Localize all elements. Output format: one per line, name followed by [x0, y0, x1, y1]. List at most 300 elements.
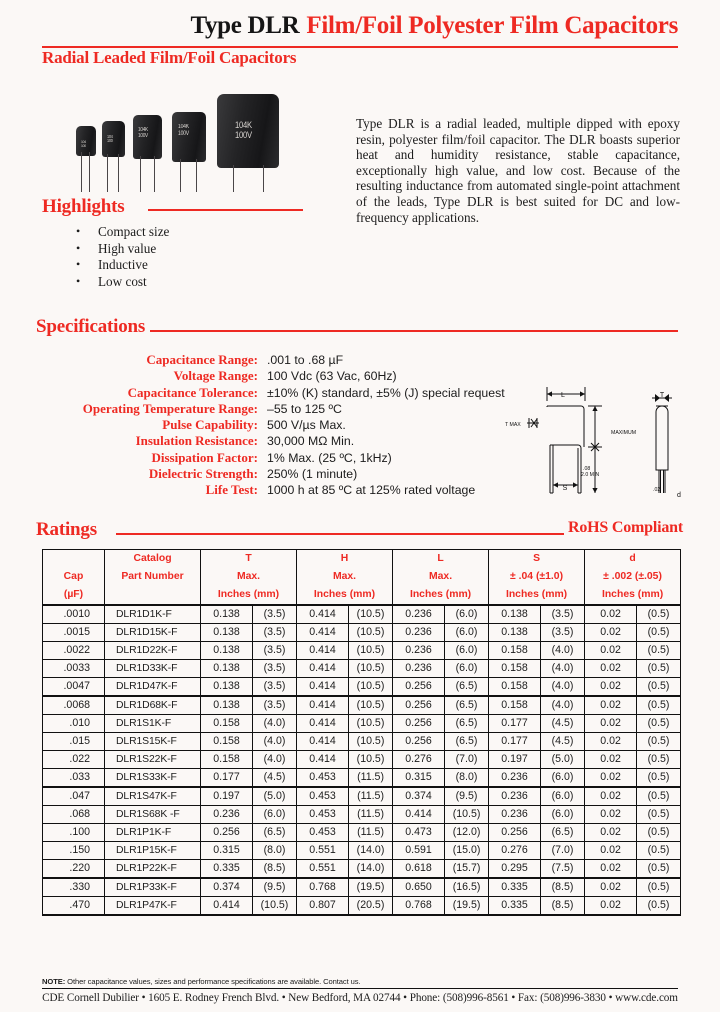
- cell-part-number: DLR1D47K-F: [105, 678, 201, 697]
- cell-s-inches: 0.256: [489, 824, 541, 842]
- capacitor-marking: 104K 100V: [178, 124, 189, 137]
- spec-value: 30,000 MΩ Min.: [267, 434, 355, 449]
- cell-l-inches: 0.256: [393, 696, 445, 715]
- cell-s-mm: (6.0): [541, 769, 585, 788]
- col-header-L: L: [393, 550, 489, 569]
- cell-d-mm: (0.5): [637, 678, 681, 697]
- col-header-H: H: [297, 550, 393, 569]
- cell-part-number: DLR1P1K-F: [105, 824, 201, 842]
- cell-s-mm: (4.5): [541, 715, 585, 733]
- rohs-compliant-badge: RoHS Compliant: [568, 519, 683, 536]
- product-description: Type DLR is a radial leaded, multiple dipped with epoxy resin, polyester film/foil capacitor. The DLR boasts superior heat and humidity resistance, stable capacitance, exceptionally high value, and low cost. Because of the resulting inductance from automated single-point attachment of the leads, Type DLR is best suited for DC and low-frequency applications.: [356, 116, 680, 225]
- cell-d-mm: (0.5): [637, 751, 681, 769]
- cell-d-inches: 0.02: [585, 642, 637, 660]
- cell-capacitance: .068: [43, 806, 105, 824]
- spec-value: 100 Vdc (63 Vac, 60Hz): [267, 369, 397, 384]
- capacitor-lead: [81, 152, 82, 192]
- list-item: • Inductive: [70, 257, 169, 274]
- cell-l-mm: (6.0): [445, 660, 489, 678]
- cell-l-inches: 0.256: [393, 733, 445, 751]
- cell-h-inches: 0.551: [297, 842, 349, 860]
- cell-l-inches: 0.236: [393, 605, 445, 624]
- cell-l-mm: (16.5): [445, 878, 489, 897]
- cell-h-mm: (11.5): [349, 806, 393, 824]
- cell-t-inches: 0.138: [201, 642, 253, 660]
- cell-s-inches: 0.158: [489, 642, 541, 660]
- cell-part-number: DLR1S22K-F: [105, 751, 201, 769]
- dim-label-t-max: T MAX: [505, 422, 521, 428]
- page-subtitle: Radial Leaded Film/Foil Capacitors: [42, 48, 297, 67]
- cell-l-mm: (6.0): [445, 605, 489, 624]
- cell-h-mm: (10.5): [349, 624, 393, 642]
- cell-l-inches: 0.768: [393, 897, 445, 916]
- table-row: [43, 642, 681, 660]
- cell-part-number: DLR1P22K-F: [105, 860, 201, 879]
- cell-d-inches: 0.02: [585, 824, 637, 842]
- cell-h-mm: (10.5): [349, 678, 393, 697]
- cell-h-inches: 0.414: [297, 751, 349, 769]
- cell-t-inches: 0.256: [201, 824, 253, 842]
- cell-h-inches: 0.414: [297, 696, 349, 715]
- cell-s-mm: (7.5): [541, 860, 585, 879]
- cell-h-mm: (11.5): [349, 824, 393, 842]
- col-header-catalog: Catalog: [105, 550, 201, 569]
- capacitor-image-4: [167, 84, 211, 192]
- cell-s-inches: 0.158: [489, 660, 541, 678]
- cell-capacitance: .0033: [43, 660, 105, 678]
- cell-s-inches: 0.295: [489, 860, 541, 879]
- cell-h-inches: 0.453: [297, 806, 349, 824]
- capacitor-lead: [89, 152, 90, 192]
- highlights-list: [70, 224, 169, 290]
- cell-l-mm: (15.0): [445, 842, 489, 860]
- col-units-S: Inches (mm): [489, 586, 585, 605]
- dimension-diagram-svg: [505, 375, 705, 510]
- specifications-heading: Specifications: [36, 316, 146, 337]
- footer-contact: CDE Cornell Dubilier • 1605 E. Rodney French Blvd. • New Bedford, MA 02744 • Phone: (508)996-8561 • Fax: (508)996-3830 • www.cde.com: [42, 992, 678, 1004]
- cell-t-inches: 0.138: [201, 696, 253, 715]
- header-row-2: [43, 568, 681, 586]
- spec-value: –55 to 125 ºC: [267, 401, 342, 416]
- cell-d-mm: (0.5): [637, 715, 681, 733]
- cell-d-mm: (0.5): [637, 897, 681, 916]
- cell-d-inches: 0.02: [585, 660, 637, 678]
- spec-row: [36, 433, 505, 449]
- cell-l-mm: (7.0): [445, 751, 489, 769]
- col-units-H: Inches (mm): [297, 586, 393, 605]
- product-photo: [70, 80, 342, 192]
- cell-part-number: DLR1P33K-F: [105, 878, 201, 897]
- cell-s-mm: (6.5): [541, 824, 585, 842]
- cell-capacitance: .0068: [43, 696, 105, 715]
- spec-row: [36, 368, 505, 384]
- col-subheader-S: ± .04 (±1.0): [489, 568, 585, 586]
- capacitor-image-3: [129, 88, 167, 192]
- dimensional-drawing: [505, 375, 705, 510]
- cell-d-mm: (0.5): [637, 769, 681, 788]
- cell-s-inches: 0.335: [489, 878, 541, 897]
- cell-part-number: DLR1S68K -F: [105, 806, 201, 824]
- footer-divider: [42, 988, 678, 989]
- cell-h-inches: 0.768: [297, 878, 349, 897]
- col-header-T: T: [201, 550, 297, 569]
- cell-t-inches: 0.138: [201, 660, 253, 678]
- cell-l-mm: (6.5): [445, 733, 489, 751]
- cell-d-inches: 0.02: [585, 733, 637, 751]
- note-text: Other capacitance values, sizes and performance specifications are available. Contact us.: [67, 977, 361, 986]
- cell-h-mm: (14.0): [349, 842, 393, 860]
- ratings-table-body: [43, 605, 681, 915]
- cell-s-inches: 0.177: [489, 715, 541, 733]
- highlights-heading: Highlights: [42, 196, 125, 217]
- cell-l-mm: (6.5): [445, 696, 489, 715]
- cell-s-inches: 0.276: [489, 842, 541, 860]
- spec-value: 500 V/µs Max.: [267, 418, 346, 433]
- cell-l-inches: 0.256: [393, 715, 445, 733]
- cell-l-inches: 0.256: [393, 678, 445, 697]
- specifications-table: [36, 352, 505, 499]
- cell-capacitance: .0015: [43, 624, 105, 642]
- dim-label-d: d: [677, 492, 681, 499]
- dim-label-min-lead-1: .08: [583, 466, 591, 472]
- cell-d-inches: 0.02: [585, 842, 637, 860]
- cell-s-inches: 0.236: [489, 769, 541, 788]
- cell-s-inches: 0.197: [489, 751, 541, 769]
- list-item: • High value: [70, 241, 169, 258]
- cell-d-mm: (0.5): [637, 660, 681, 678]
- spec-label: Insulation Resistance:: [135, 433, 258, 449]
- cell-part-number: DLR1D33K-F: [105, 660, 201, 678]
- cell-d-inches: 0.02: [585, 860, 637, 879]
- col-units-d: Inches (mm): [585, 586, 681, 605]
- dim-label-maximum: MAXIMUM: [611, 430, 637, 436]
- col-subheader-L: Max.: [393, 568, 489, 586]
- cell-h-inches: 0.453: [297, 787, 349, 806]
- table-row: [43, 769, 681, 788]
- cell-l-mm: (6.5): [445, 715, 489, 733]
- spec-row: [36, 401, 505, 417]
- cell-l-inches: 0.473: [393, 824, 445, 842]
- cell-part-number: DLR1D1K-F: [105, 605, 201, 624]
- cell-l-inches: 0.374: [393, 787, 445, 806]
- cell-t-inches: 0.197: [201, 787, 253, 806]
- capacitor-lead: [140, 156, 141, 192]
- ratings-table-head: [43, 550, 681, 606]
- spec-row: [36, 385, 505, 401]
- spec-label: Life Test:: [205, 482, 258, 498]
- specifications-divider: [150, 330, 678, 332]
- cell-d-inches: 0.02: [585, 678, 637, 697]
- cell-l-mm: (6.0): [445, 624, 489, 642]
- capacitor-lead: [118, 154, 119, 192]
- cell-t-inches: 0.236: [201, 806, 253, 824]
- cell-h-mm: (10.5): [349, 696, 393, 715]
- cell-part-number: DLR1S1K-F: [105, 715, 201, 733]
- cell-d-mm: (0.5): [637, 806, 681, 824]
- col-subheader-cap: Cap: [43, 568, 105, 586]
- spec-row: [36, 352, 505, 368]
- table-row: [43, 824, 681, 842]
- cell-capacitance: .330: [43, 878, 105, 897]
- cell-t-mm: (3.5): [253, 605, 297, 624]
- cell-t-mm: (3.5): [253, 624, 297, 642]
- spec-row: [36, 417, 505, 433]
- table-row: [43, 605, 681, 624]
- cell-d-mm: (0.5): [637, 733, 681, 751]
- cell-d-inches: 0.02: [585, 787, 637, 806]
- cell-s-inches: 0.158: [489, 696, 541, 715]
- cell-h-inches: 0.453: [297, 824, 349, 842]
- table-row: [43, 751, 681, 769]
- capacitor-lead: [154, 156, 155, 192]
- cell-h-mm: (10.5): [349, 642, 393, 660]
- dim-label-dia: .02: [653, 487, 661, 493]
- cell-s-mm: (8.5): [541, 878, 585, 897]
- dim-label-min-lead-2: 2.0 MIN: [581, 472, 600, 478]
- capacitor-lead: [263, 165, 264, 192]
- cell-capacitance: .100: [43, 824, 105, 842]
- spec-label: Dielectric Strength:: [148, 466, 258, 482]
- spec-row: [36, 482, 505, 498]
- cell-d-mm: (0.5): [637, 642, 681, 660]
- header-row-3: [43, 586, 681, 605]
- cell-t-inches: 0.138: [201, 624, 253, 642]
- cell-d-inches: 0.02: [585, 696, 637, 715]
- cell-t-inches: 0.158: [201, 733, 253, 751]
- cell-capacitance: .033: [43, 769, 105, 788]
- cell-h-mm: (19.5): [349, 878, 393, 897]
- cell-s-inches: 0.236: [489, 787, 541, 806]
- col-subheader-part-number: Part Number: [105, 568, 201, 586]
- cell-d-mm: (0.5): [637, 860, 681, 879]
- cell-s-mm: (4.0): [541, 660, 585, 678]
- cell-d-inches: 0.02: [585, 751, 637, 769]
- table-row: [43, 715, 681, 733]
- table-row: [43, 733, 681, 751]
- cell-part-number: DLR1D15K-F: [105, 624, 201, 642]
- spec-value: 1000 h at 85 ºC at 125% rated voltage: [267, 483, 476, 498]
- cell-d-mm: (0.5): [637, 696, 681, 715]
- col-units-cap: (µF): [43, 586, 105, 605]
- cell-t-mm: (4.5): [253, 769, 297, 788]
- ratings-table: [42, 549, 681, 916]
- cell-d-mm: (0.5): [637, 878, 681, 897]
- capacitor-marking: 104K 100V: [235, 120, 252, 140]
- cell-s-mm: (5.0): [541, 751, 585, 769]
- capacitor-image-1: [73, 92, 99, 192]
- cell-t-mm: (3.5): [253, 696, 297, 715]
- dim-label-S: S: [562, 485, 568, 492]
- cell-t-mm: (5.0): [253, 787, 297, 806]
- highlights-divider: [148, 209, 303, 211]
- cell-h-mm: (10.5): [349, 605, 393, 624]
- cell-capacitance: .150: [43, 842, 105, 860]
- table-row: [43, 660, 681, 678]
- cell-l-inches: 0.276: [393, 751, 445, 769]
- page-header: [0, 12, 720, 40]
- cell-t-inches: 0.177: [201, 769, 253, 788]
- product-type-title: Type DLR: [190, 12, 300, 39]
- capacitor-marking: 104 100: [81, 138, 86, 148]
- cell-t-inches: 0.335: [201, 860, 253, 879]
- capacitor-image-2: [99, 92, 129, 192]
- cell-s-inches: 0.138: [489, 605, 541, 624]
- cell-h-mm: (10.5): [349, 660, 393, 678]
- cell-part-number: DLR1S33K-F: [105, 769, 201, 788]
- cell-s-inches: 0.138: [489, 624, 541, 642]
- cell-h-mm: (14.0): [349, 860, 393, 879]
- capacitor-lead: [180, 159, 181, 192]
- capacitor-marking: 104 100: [107, 133, 113, 144]
- cell-h-mm: (11.5): [349, 769, 393, 788]
- cell-s-inches: 0.158: [489, 678, 541, 697]
- capacitor-lead: [233, 165, 234, 192]
- cell-h-inches: 0.414: [297, 733, 349, 751]
- cell-l-inches: 0.236: [393, 624, 445, 642]
- spec-label: Capacitance Tolerance:: [127, 384, 258, 400]
- spec-value: ±10% (K) standard, ±5% (J) special request: [267, 385, 505, 400]
- cell-l-mm: (19.5): [445, 897, 489, 916]
- cell-l-inches: 0.236: [393, 642, 445, 660]
- dim-label-L: L: [561, 392, 565, 399]
- cell-s-mm: (4.5): [541, 733, 585, 751]
- cell-capacitance: .0010: [43, 605, 105, 624]
- cell-capacitance: .047: [43, 787, 105, 806]
- cell-t-mm: (4.0): [253, 715, 297, 733]
- cell-s-mm: (6.0): [541, 806, 585, 824]
- cell-capacitance: .010: [43, 715, 105, 733]
- col-units-T: Inches (mm): [201, 586, 297, 605]
- cell-h-inches: 0.414: [297, 678, 349, 697]
- cell-t-mm: (3.5): [253, 678, 297, 697]
- spec-label: Operating Temperature Range:: [82, 400, 258, 416]
- cell-s-mm: (4.0): [541, 696, 585, 715]
- cell-h-inches: 0.414: [297, 715, 349, 733]
- cell-t-mm: (4.0): [253, 733, 297, 751]
- cell-h-mm: (11.5): [349, 787, 393, 806]
- cell-d-inches: 0.02: [585, 897, 637, 916]
- cell-d-mm: (0.5): [637, 787, 681, 806]
- dim-label-T: T: [659, 392, 665, 399]
- capacitor-body: [102, 121, 125, 157]
- col-header-d: d: [585, 550, 681, 569]
- cell-t-inches: 0.374: [201, 878, 253, 897]
- cell-l-inches: 0.591: [393, 842, 445, 860]
- spec-row: [36, 466, 505, 482]
- capacitor-lead: [107, 154, 108, 192]
- table-row: [43, 696, 681, 715]
- cell-t-inches: 0.315: [201, 842, 253, 860]
- cell-t-mm: (6.0): [253, 806, 297, 824]
- cell-capacitance: .015: [43, 733, 105, 751]
- capacitor-body: [172, 112, 206, 162]
- spec-value: 1% Max. (25 ºC, 1kHz): [267, 450, 392, 465]
- cell-h-mm: (10.5): [349, 715, 393, 733]
- cell-h-inches: 0.414: [297, 624, 349, 642]
- cell-capacitance: .0047: [43, 678, 105, 697]
- cell-l-inches: 0.315: [393, 769, 445, 788]
- cell-h-mm: (10.5): [349, 733, 393, 751]
- cell-capacitance: .220: [43, 860, 105, 879]
- cell-t-inches: 0.414: [201, 897, 253, 916]
- spec-label: Dissipation Factor:: [151, 449, 258, 465]
- list-item: • Low cost: [70, 274, 169, 291]
- table-row: [43, 878, 681, 897]
- header-row-1: [43, 550, 681, 569]
- col-units-L: Inches (mm): [393, 586, 489, 605]
- cell-capacitance: .470: [43, 897, 105, 916]
- table-row: [43, 624, 681, 642]
- cell-h-inches: 0.414: [297, 605, 349, 624]
- cell-part-number: DLR1D22K-F: [105, 642, 201, 660]
- table-row: [43, 860, 681, 879]
- cell-d-mm: (0.5): [637, 605, 681, 624]
- cell-l-mm: (8.0): [445, 769, 489, 788]
- cell-s-mm: (6.0): [541, 787, 585, 806]
- cell-t-inches: 0.158: [201, 715, 253, 733]
- spec-label: Voltage Range:: [173, 368, 258, 384]
- capacitor-image-5: [211, 80, 289, 192]
- cell-l-mm: (10.5): [445, 806, 489, 824]
- cell-d-inches: 0.02: [585, 878, 637, 897]
- spec-value: 250% (1 minute): [267, 467, 358, 482]
- col-header-blank: [43, 550, 105, 569]
- cell-t-mm: (4.0): [253, 751, 297, 769]
- capacitor-marking: 104K 100V: [138, 127, 148, 140]
- cell-d-mm: (0.5): [637, 824, 681, 842]
- cell-d-mm: (0.5): [637, 624, 681, 642]
- spec-value: .001 to .68 µF: [267, 353, 344, 367]
- cell-h-inches: 0.453: [297, 769, 349, 788]
- cell-l-inches: 0.414: [393, 806, 445, 824]
- cell-h-inches: 0.551: [297, 860, 349, 879]
- table-row: [43, 678, 681, 697]
- capacitor-lead: [196, 159, 197, 192]
- spec-label: Capacitance Range:: [146, 352, 258, 367]
- cell-s-inches: 0.236: [489, 806, 541, 824]
- cell-l-mm: (12.0): [445, 824, 489, 842]
- col-subheader-d: ± .002 (±.05): [585, 568, 681, 586]
- cell-d-inches: 0.02: [585, 624, 637, 642]
- table-note: [42, 977, 678, 986]
- cell-capacitance: .022: [43, 751, 105, 769]
- cell-t-mm: (8.0): [253, 842, 297, 860]
- cell-h-inches: 0.414: [297, 660, 349, 678]
- cell-d-inches: 0.02: [585, 806, 637, 824]
- cell-d-inches: 0.02: [585, 605, 637, 624]
- cell-s-inches: 0.177: [489, 733, 541, 751]
- cell-h-mm: (20.5): [349, 897, 393, 916]
- spec-label: Pulse Capability:: [162, 417, 258, 433]
- col-subheader-H: Max.: [297, 568, 393, 586]
- note-label: NOTE:: [42, 977, 66, 986]
- spec-row: [36, 450, 505, 466]
- cell-part-number: DLR1S47K-F: [105, 787, 201, 806]
- cell-l-mm: (9.5): [445, 787, 489, 806]
- cell-part-number: DLR1P47K-F: [105, 897, 201, 916]
- cell-t-mm: (3.5): [253, 642, 297, 660]
- cell-s-mm: (4.0): [541, 642, 585, 660]
- table-row: [43, 787, 681, 806]
- cell-h-mm: (10.5): [349, 751, 393, 769]
- cell-l-mm: (6.5): [445, 678, 489, 697]
- table-row: [43, 806, 681, 824]
- ratings-divider: [116, 533, 564, 535]
- cell-h-inches: 0.414: [297, 642, 349, 660]
- cell-l-mm: (6.0): [445, 642, 489, 660]
- cell-t-inches: 0.158: [201, 751, 253, 769]
- cell-l-inches: 0.618: [393, 860, 445, 879]
